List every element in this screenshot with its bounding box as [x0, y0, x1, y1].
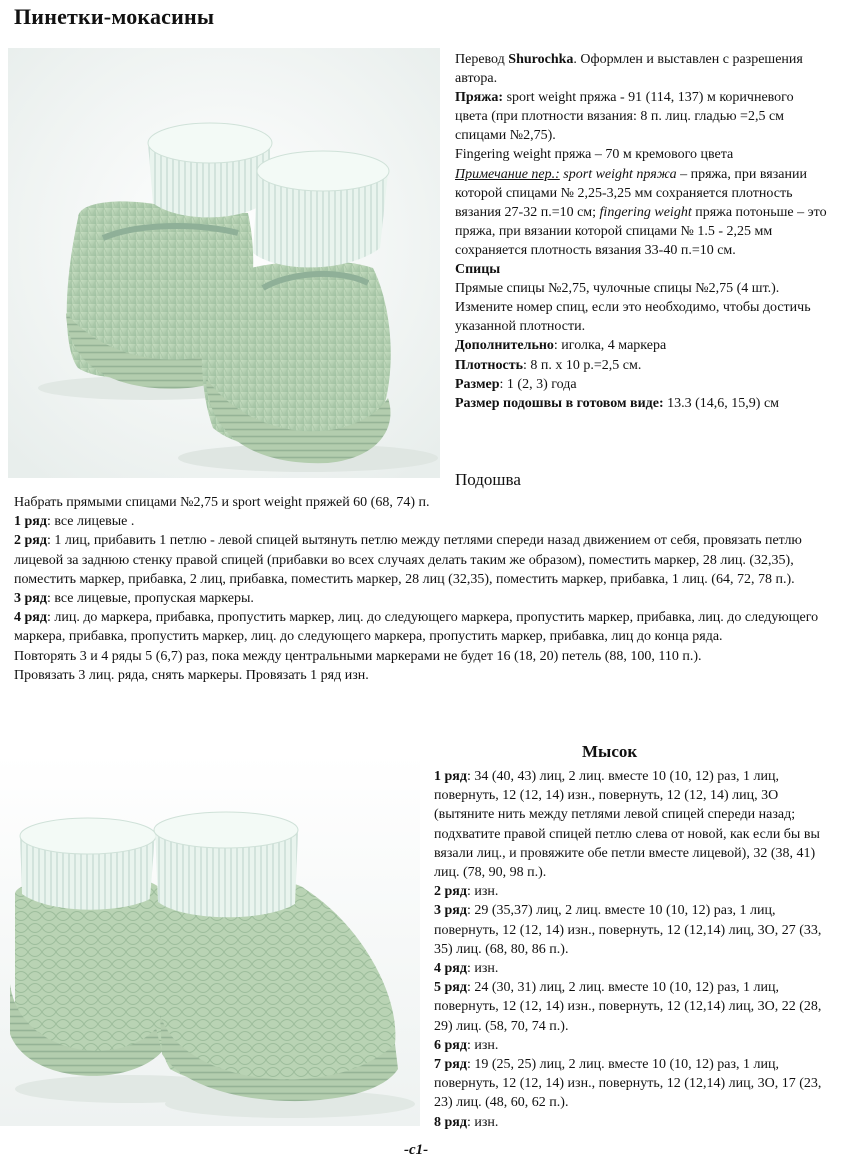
toe-heading: Мысок: [582, 742, 638, 761]
size-info: Размер: 1 (2, 3) года: [455, 376, 577, 392]
density-info: Плотность: 8 п. x 10 р.=2,5 см.: [455, 357, 642, 373]
toe-row-7: 7 ряд: 19 (25, 25) лиц, 2 лиц. вместе 10 (10, 12) раз, 1 лиц, повернуть, 12 (12, 14) изн., повернуть, 12 (12,14) лиц, 3О, 17 (23, 23) лиц. (48, 60, 62 п.).: [434, 1057, 822, 1111]
toe-row-8: 8 ряд: изн.: [434, 1114, 499, 1130]
sole-cast-on: Набрать прямыми спицами №2,75 и sport weight пряжей 60 (68, 74) п.: [14, 495, 430, 510]
fingering-yarn-info: Fingering weight пряжа – 70 м кремового цвета: [455, 147, 734, 163]
needles-heading: Спицы: [455, 262, 501, 278]
toe-row-3: 3 ряд: 29 (35,37) лиц, 2 лиц. вместе 10 (10, 12) раз, 1 лиц, повернуть, 12 (12, 14) изн., повернуть, 12 (12,14) лиц, 3О, 27 (33, 35) лиц. (68, 80, 86 п.).: [434, 903, 822, 957]
booties-photo-bottom: [0, 754, 420, 1126]
toe-instructions: [434, 767, 826, 1132]
page-number: -с1-: [404, 1142, 429, 1158]
sole-heading: Подошва: [455, 470, 521, 489]
sole-row-1: 1 ряд: все лицевые .: [14, 514, 135, 530]
toe-row-2: 2 ряд: изн.: [434, 884, 499, 900]
sole-finish: Провязать 3 лиц. ряда, снять маркеры. Провязать 1 ряд изн.: [14, 667, 369, 683]
sole-row-2: 2 ряд: 1 лиц, прибавить 1 петлю - левой спицей вытянуть петлю между петлями спереди назад движением от себя, провязать петлю лицевой за заднюю стенку правой спицей (прибавки во всех случаях делать таким же образом), поместить маркер, 28 лиц. (32,35), поместить маркер, прибавка, 2 лиц, прибавка, поместить маркер, 28 лиц (32,35), поместить маркер, прибавка, 1 лиц. (64, 72, 78 п.).: [14, 533, 802, 587]
page-title: Пинетки-мокасины: [14, 4, 215, 29]
translator-note: Примечание пер.: sport weight пряжа – пряжа, при вязании которой спицами № 2,25-3,25 мм сохраняется плотность вязания 27-32 п.=10 см; fingering weight пряжа потоньше – это пряжа, при вязании которой спицами № 1.5 - 2,25 мм сохраняется плотность вязания 33-40 п.=10 см.: [455, 166, 827, 258]
intro-block: [455, 50, 827, 413]
extra-info: Дополнительно: иголка, 4 маркера: [455, 338, 667, 354]
toe-row-6: 6 ряд: изн.: [434, 1037, 499, 1053]
sole-row-3: 3 ряд: все лицевые, пропуская маркеры.: [14, 591, 254, 607]
sole-size-info: Размер подошвы в готовом виде: 13.3 (14,6, 15,9) см: [455, 395, 780, 411]
sole-repeat: Повторять 3 и 4 ряды 5 (6,7) раз, пока между центральными маркерами не будет 16 (18, 20) петель (88, 100, 110 п.).: [14, 648, 702, 664]
translator-credit: Перевод Shurochka. Оформлен и выставлен с разрешения автора.: [455, 52, 803, 87]
toe-row-5: 5 ряд: 24 (30, 31) лиц, 2 лиц. вместе 10 (10, 12) раз, 1 лиц, повернуть, 12 (12, 14) изн., повернуть, 12 (12,14) лиц, 3О, 22 (28, 29) лиц. (58, 70, 74 п.).: [434, 980, 822, 1034]
toe-row-4: 4 ряд: изн.: [434, 961, 499, 977]
sole-instructions: [14, 493, 830, 685]
yarn-info: Пряжа: sport weight пряжа - 91 (114, 137) м коричневого цвета (при плотности вязания: 8 п. лиц. гладью =2,5 см спицами №2,75).: [455, 90, 794, 144]
booties-photo-top: [8, 48, 440, 478]
toe-row-1: 1 ряд: 34 (40, 43) лиц, 2 лиц. вместе 10 (10, 12) раз, 1 лиц, повернуть, 12 (12, 14) изн., повернуть, 12 (12, 14) лиц, 3О (вытяните нить между петлями левой спицей спереди назад; подхватите правой спицей петлю слева от новой, как если бы вы вязали лиц., и провяжите обе петли вместе лицевой), 32 (38, 41) лиц. (78, 90, 98 п.).: [434, 769, 820, 881]
sole-row-4: 4 ряд: лиц. до маркера, прибавка, пропустить маркер, лиц. до следующего маркера, пропустить маркер, прибавка, лиц. до следующего маркера, прибавка, пропустить маркер, лиц. до следующего маркера, пропустить маркер, прибавка, лиц до конца ряда.: [14, 610, 819, 645]
needles-info: Прямые спицы №2,75, чулочные спицы №2,75 (4 шт.). Измените номер спиц, если это необходимо, чтобы достичь указанной плотности.: [455, 281, 811, 335]
